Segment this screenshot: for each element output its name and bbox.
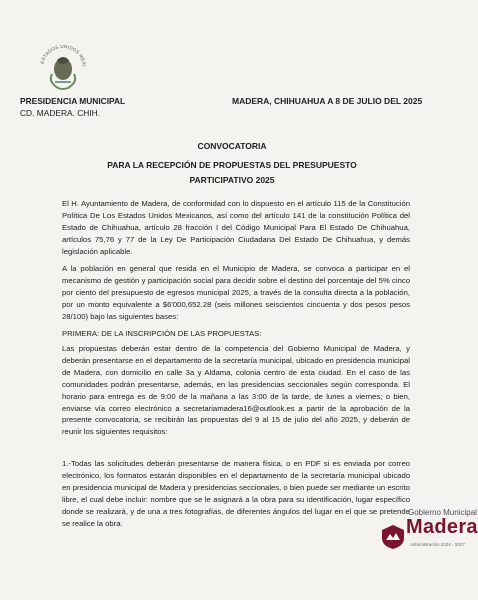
paragraph-requirement-1: 1.-Todas las solicitudes deberán presentarse de manera física, o en PDF si es enviada por correo electrónico, los formatos estarán disponibles en el departamento de la secretaría municipal ubicado en presidencia municipal de Madera y presidencias seccionales, o bien puede ser mediante un escrito libre, el cual debe incluir: nombre que se le asignará a la obra para su identificación, lugar específico donde se realizará, y de una a tres fotografías, de diferentes ángulos del lugar en el que se pretende se realice la obra.	[62, 459, 410, 528]
seal-text: ESTADOS UNIDOS MEXI	[39, 43, 87, 67]
organization-block	[20, 95, 125, 119]
national-seal-icon	[35, 38, 91, 94]
municipal-emblem-icon	[380, 524, 406, 550]
org-name: PRESIDENCIA MUNICIPAL	[20, 96, 126, 106]
section-heading: PRIMERA: DE LA INSCRIPCIÓN DE LAS PROPUESTAS:	[62, 329, 262, 338]
municipal-logo	[388, 506, 478, 568]
paragraph-inscription: Las propuestas deberán estar dentro de la competencia del Gobierno Municipal de Madera, y deberán presentarse en el departamento de la secretaría municipal, ubicado en presidencia municipal de Madera, con domicilio en calle 3a y Aldama, colonia centro de esta ciudad. En el caso de las comunidades podrán presentarse, además, en las presidencias seccionales según corresponda. El horario para entrega es de 9:00 de la mañana a las 3:00 de la tarde, de lunes a viernes; o bien, enviarse vía correo electrónico a secretariamadera16@outlook.es a partir de la aprobación de la presente convocatoria, se recibirán las propuestas del 9 al 15 de julio del año 2025, y deberán de reunir los siguientes requisitos:	[62, 344, 410, 437]
org-address: CD. MADERA. CHIH.	[20, 108, 101, 118]
document-subtitle: PARA LA RECEPCIÓN DE PROPUESTAS DEL PRESUPUESTO	[107, 160, 357, 170]
logo-gobierno-text: Gobierno Municipal	[408, 508, 477, 517]
date-line: MADERA, CHIHUAHUA A 8 DE JULIO DEL 2025	[232, 96, 423, 106]
logo-madera-text: Madera	[406, 516, 478, 538]
paragraph-call: A la población en general que resida en el Municipio de Madera, se convoca a participar en el mecanismo de gestión y participación social para decidir sobre el destino del porcentaje del 5% cinco por ciento del presupuesto de egresos municipal 2025, a través de la consulta directa a la población, por un monto equivalente a $6'000,652.28 (seis millones seiscientos cincuenta y dos pesos pesos 28/100) bajo las siguientes bases:	[62, 264, 410, 321]
document-title: CONVOCATORIA	[197, 141, 267, 151]
paragraph-legal-basis: El H. Ayuntamiento de Madera, de conformidad con lo dispuesto en el artículo 115 de la Constitución Política De Los Estados Unidos Mexicanos, así como del artículo 141 de la constitución Política del Estado de Chihuahua, artículo 28 fracción I del Código Municipal Para El Estado De Chihuahua, artículos 75,76 y 77 de la Ley De Participación Ciudadana Del Estado De Chihuahua, y demás legislación aplicable.	[62, 199, 410, 256]
logo-admin-text: Administración 2024 - 2027	[410, 542, 465, 547]
document-subtitle-2: PARTICIPATIVO 2025	[189, 175, 275, 185]
